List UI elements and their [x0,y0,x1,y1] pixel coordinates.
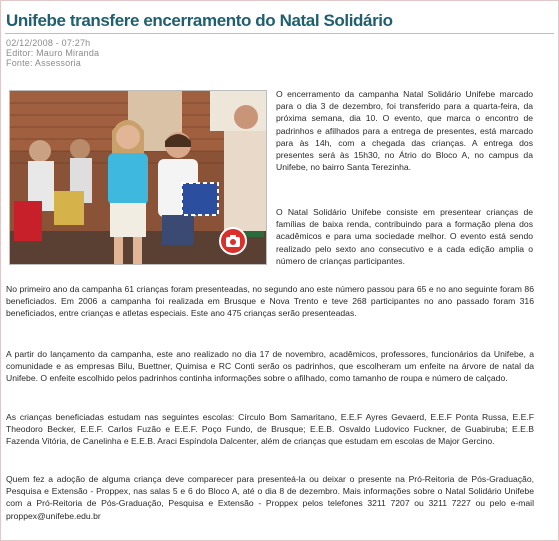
article-editor: Editor: Mauro Miranda [6,48,100,58]
article-title: Unifebe transfere encerramento do Natal Solidário [6,11,393,30]
article-paragraph: O Natal Solidário Unifebe consiste em presentear crianças de famílias de baixa renda, contribuindo para a formação plena dos acadêmicos e para uma sociedade melhor. O evento está sendo realizado pelo sexto ano consecutivo e a cada edição amplia o número de crianças participantes. [276,207,533,266]
article-paragraph: No primeiro ano da campanha 61 crianças foram presenteadas, no segundo ano este número passou para 65 e no ano seguinte foram 86 beneficiados. Em 2006 a campanha foi realizada em Brusque e Nova Trento e teve 268 participantes no ano passado foram 316 beneficiados, entre crianças e atletas especiais. Este ano 475 crianças serão presenteadas. [6,284,534,319]
article-photo[interactable] [9,90,267,265]
camera-zoom-icon[interactable] [218,226,248,256]
article-meta [6,38,99,68]
article-paragraph: A partir do lançamento da campanha, este ano realizado no dia 17 de novembro, acadêmicos, professores, funcionários da Unifebe, a comunidade e as empresas Bilu, Buettner, Quimisa e RC Conti serão os padrinhos, que escolheram um enfeite na árvore de natal da Unifebe. O enfeite escolhido pelos padrinhos continha informações sobre o afilhado, como tamanho de roupa e número de calçado. [6,349,534,384]
article-paragraph: As crianças beneficiadas estudam nas seguintes escolas: Círculo Bom Samaritano, E.E.F Ayres Gevaerd, E.E.F Ponta Russa, E.E.F Theodoro Becker, E.E.F. Carlos Fuzão e E.E.F. Poço Fundo, de Brusque; E.E.B. Osvaldo Ludovico Fuckner, de Guabiruba; E.E.B Fazenda Vitória, de Canelinha e E.E.B. Araci Espíndola Dalcenter, além de crianças que estudam em escolas de Major Gercino. [6,412,534,447]
article-paragraph: Quem fez a adoção de alguma criança deve comparecer para presenteá-la ou deixar o presente na Pró-Reitoria de Pós-Graduação, Pesquisa e Extensão - Proppex, nas salas 5 e 6 do Bloco A, até o dia 8 de dezembro. Mais informações sobre o Natal Solidário Unifebe com a Pró-Reitoria de Pós-Graduação, Pesquisa e Extensão - Proppex pelos telefones 3211 7207 ou 3211 7227 ou pelo e-mail proppex@unifebe.edu.br [6,474,534,521]
title-divider [5,33,554,34]
article-datetime: 02/12/2008 - 07:27h [6,38,91,48]
article-source: Fonte: Assessoria [6,58,81,68]
article-paragraph: O encerramento da campanha Natal Solidário Unifebe marcado para o dia 3 de dezembro, foi transferido para a quarta-feira, da próxima semana, dia 10. O evento, que marca o encontro de padrinhos e afilhados para a entrega de presentes, está marcado para às 14h, com a chegada das crianças. A entrega dos presentes será às 15h30, no Átrio do Bloco A, no campus da Unifebe, no bairro Santa Terezinha. [276,89,533,173]
